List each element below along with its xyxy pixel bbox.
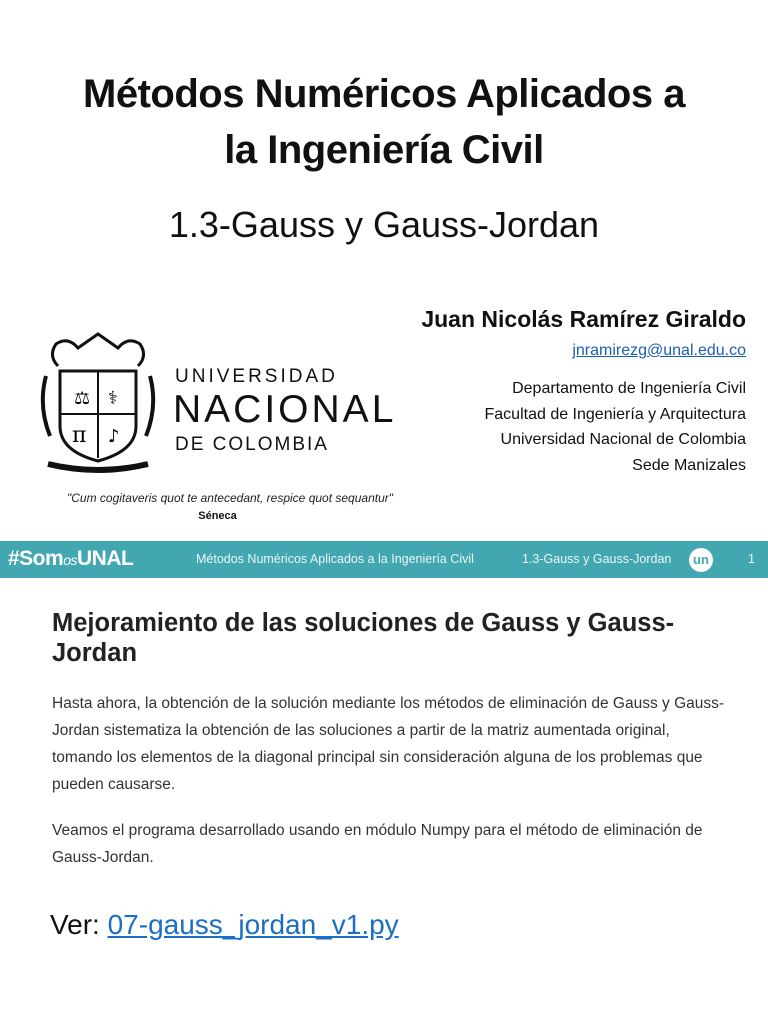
brand-prefix: #Som xyxy=(8,547,64,570)
author-name: Juan Nicolás Ramírez Giraldo xyxy=(421,306,746,332)
paragraph-1: Hasta ahora, la obtención de la solución mediante los métodos de eliminación de Gauss y Gauss-Jordan sistematiza la obtención de las soluciones a partir de la matriz aumentada original, tomando los elementos de la diagonal principal sin consideración alguna de los problemas que pueden causarse. xyxy=(52,695,725,793)
affiliation-faculty: Facultad de Ingeniería y Arquitectura xyxy=(484,405,746,423)
svg-text:♪: ♪ xyxy=(108,426,120,447)
see-file-line xyxy=(50,909,399,941)
brand-os: os xyxy=(63,552,77,568)
affiliation-block xyxy=(485,376,747,478)
slide-subtitle: 1.3-Gauss y Gauss-Jordan xyxy=(168,204,600,245)
see-label: Ver: xyxy=(50,909,108,940)
script-file-link[interactable]: 07-gauss_jordan_v1.py xyxy=(107,909,399,940)
svg-text:⚖: ⚖ xyxy=(74,388,91,409)
svg-text:π: π xyxy=(72,423,87,448)
logo-line1: UNIVERSIDAD xyxy=(175,366,338,387)
footer-course-title: Métodos Numéricos Aplicados a la Ingeniería Civil xyxy=(196,552,474,566)
un-logo-icon: un xyxy=(689,548,713,572)
somosunal-brand xyxy=(8,547,133,571)
paragraph-2: Veamos el programa desarrollado usando en módulo Numpy para el método de eliminación de Gauss-Jordan. xyxy=(52,822,703,866)
logo-line3: DE COLOMBIA xyxy=(175,434,329,455)
affiliation-department: Departamento de Ingeniería Civil xyxy=(512,380,746,397)
logo-line2: NACIONAL xyxy=(173,388,397,431)
affiliation-university: Universidad Nacional de Colombia xyxy=(500,431,746,448)
author-email-link[interactable]: jnramirezg@unal.edu.co xyxy=(572,342,746,359)
slide-title-line2: la Ingeniería Civil xyxy=(224,128,544,172)
footer-topic: 1.3-Gauss y Gauss-Jordan xyxy=(522,552,672,566)
affiliation-campus: Sede Manizales xyxy=(632,456,746,474)
coat-of-arms-icon xyxy=(38,326,158,476)
quote: "Cum cogitaveris quot te antecedant, respice quot sequantur" xyxy=(66,491,394,505)
slide-title-line1: Métodos Numéricos Aplicados a xyxy=(83,72,685,116)
page-number: 1 xyxy=(748,552,755,566)
brand-suffix: UNAL xyxy=(76,547,134,570)
svg-text:⚕: ⚕ xyxy=(108,388,118,409)
university-logo xyxy=(38,326,398,486)
footer-bar xyxy=(0,541,768,578)
quote-author: Séneca xyxy=(198,510,237,522)
section-heading: Mejoramiento de las soluciones de Gauss y Gauss-Jordan xyxy=(52,609,675,667)
